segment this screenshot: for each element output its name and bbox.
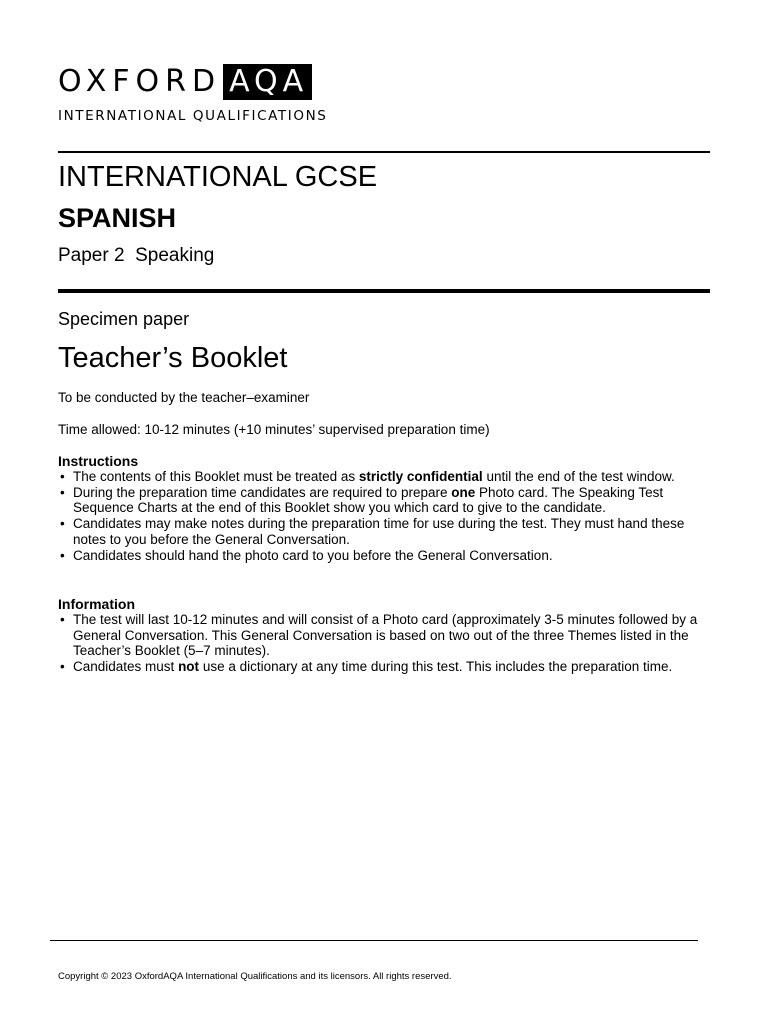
logo-oxford-text: OXFORD xyxy=(58,64,222,99)
copyright-notice: Copyright © 2023 OxfordAQA International Qualifications and its licensors. All rights reserved. xyxy=(58,971,452,982)
list-item: • The test will last 10-12 minutes and will consist of a Photo card (approximately 3-5 minutes followed by a General Conversation. This General Conversation is based on two out of the three Themes listed in the Teacher’s Booklet (5–7 minutes). xyxy=(60,612,698,659)
conducted-by-text: To be conducted by the teacher–examiner xyxy=(58,390,310,405)
subject-title: SPANISH xyxy=(58,203,177,233)
footer-rule xyxy=(50,940,698,941)
information-heading: Information xyxy=(58,596,135,612)
list-item: • Candidates should hand the photo card to you before the General Conversation. xyxy=(60,547,553,563)
logo-subtitle: INTERNATIONAL QUALIFICATIONS xyxy=(58,108,328,124)
bullet-icon: • xyxy=(60,547,65,563)
oxfordaqa-logo xyxy=(58,64,327,124)
bullet-icon: • xyxy=(60,612,65,627)
bullet-icon: • xyxy=(60,484,65,500)
list-item: • Candidates must not use a dictionary at any time during this test. This includes the preparation time. xyxy=(60,659,673,675)
header-bottom-rule xyxy=(58,289,710,293)
bullet-icon: • xyxy=(60,516,65,532)
instructions-section xyxy=(58,453,708,563)
header-top-rule xyxy=(58,151,710,153)
time-allowed-text: Time allowed: 10-12 minutes (+10 minutes’ supervised preparation time) xyxy=(58,422,490,437)
list-item: • During the preparation time candidates are required to prepare one Photo card. The Speaking Test Sequence Charts at the end of this Booklet show you which card to give to the candidate. xyxy=(60,484,664,516)
logo-aqa-box: AQA xyxy=(223,64,312,100)
logo-wordmark xyxy=(58,64,327,100)
information-list xyxy=(58,612,708,675)
bullet-icon: • xyxy=(60,469,65,484)
list-item: • The contents of this Booklet must be treated as strictly confidential until the end of the test window. xyxy=(60,469,675,484)
booklet-title: Teacher’s Booklet xyxy=(58,342,288,374)
qualification-title: INTERNATIONAL GCSE xyxy=(58,161,378,193)
instructions-heading: Instructions xyxy=(58,453,139,469)
information-section xyxy=(58,596,708,675)
list-item: • Candidates may make notes during the preparation time for use during the test. They must hand these notes to you before the General Conversation. xyxy=(60,516,685,547)
bullet-icon: • xyxy=(60,659,65,675)
paper-title: Paper 2 Speaking xyxy=(58,245,215,266)
instructions-list xyxy=(58,469,708,563)
specimen-label: Specimen paper xyxy=(58,309,190,329)
